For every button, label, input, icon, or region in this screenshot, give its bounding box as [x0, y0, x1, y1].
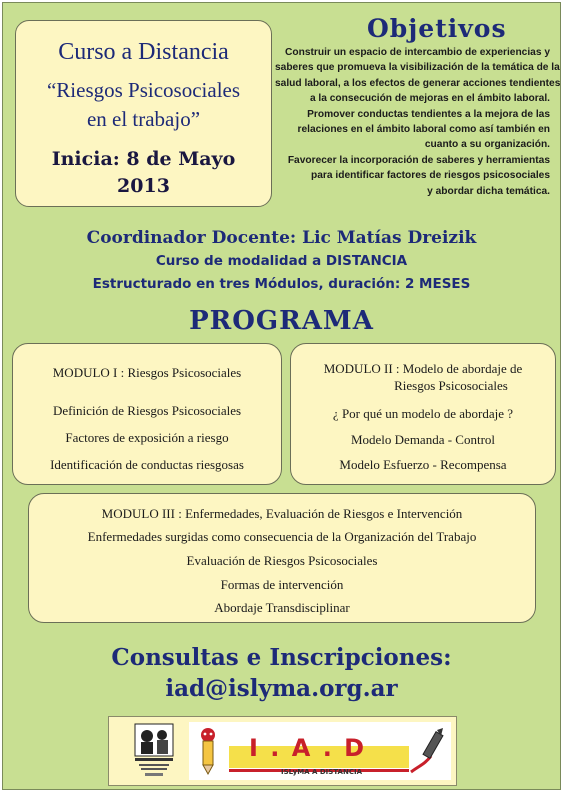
modulo-3-title: MODULO III : Enfermedades, Evaluación de Riesgos e Intervención	[101, 506, 463, 521]
modulo-3-item: Abordaje Transdisciplinar	[214, 600, 350, 615]
course-subtitle-line2: en el trabajo”	[86, 107, 201, 131]
contact-email[interactable]: iad@islyma.org.ar	[165, 675, 398, 702]
course-title-box	[15, 20, 272, 207]
objetivos-line: saberes que promueva la visibilización de la temática de la	[275, 62, 560, 74]
objetivos-line: Construir un espacio de intercambio de experiencias y	[285, 47, 550, 58]
objetivos-line: Promover conductas tendientes a la mejora de las	[307, 108, 550, 120]
objetivos-text	[275, 45, 561, 199]
pen-icon	[407, 726, 447, 776]
iad-logo	[189, 722, 451, 780]
logos-strip	[108, 716, 457, 786]
iad-logo-subtitle: ISLyMA A DISTANCIA	[281, 768, 362, 776]
course-title: Curso a Distancia	[58, 39, 229, 65]
modulo-1-title: MODULO I : Riesgos Psicosociales	[52, 365, 242, 380]
course-subtitle-line1: “Riesgos Psicosociales	[46, 78, 241, 102]
modulo-2-item: Modelo Demanda - Control	[350, 432, 496, 447]
objetivos-line: salud laboral, a los efectos de generar acciones tendientes	[275, 77, 561, 89]
start-date: Inicia: 8 de Mayo	[51, 148, 236, 170]
objetivos-line: cuanto a su organización.	[424, 139, 550, 151]
objetivos-line: Favorecer la incorporación de saberes y herramientas	[287, 154, 550, 166]
modality: Curso de modalidad a DISTANCIA	[155, 253, 408, 269]
coordinator: Coordinador Docente: Lic Matías Dreizik	[86, 228, 477, 248]
modulo-3-box	[28, 493, 536, 623]
contact-heading: Consultas e Inscripciones:	[111, 644, 452, 671]
modulo-1-item: Identificación de conductas riesgosas	[50, 457, 244, 472]
modulo-2-title-line2: Riesgos Psicosociales	[394, 378, 508, 393]
objetivos-heading: Objetivos	[367, 14, 507, 43]
objetivos-line: relaciones en el ámbito laboral como así también en	[297, 124, 550, 136]
modulo-3-item: Evaluación de Riesgos Psicosociales	[186, 553, 378, 568]
modulo-1-box	[12, 343, 282, 485]
modulo-2-item: ¿ Por qué un modelo de abordaje ?	[332, 406, 514, 421]
modulo-2-title-line1: MODULO II : Modelo de abordaje de	[323, 361, 523, 376]
start-year: 2013	[117, 175, 170, 197]
objetivos-line: y abordar dicha temática.	[427, 185, 550, 197]
modulo-2-item: Modelo Esfuerzo - Recompensa	[339, 457, 507, 472]
pencil-icon	[193, 726, 223, 776]
modulo-3-item: Enfermedades surgidas como consecuencia de la Organización del Trabajo	[87, 529, 477, 544]
institute-seal-icon	[131, 722, 177, 778]
objetivos-line: a la consecución de mejoras en el ámbito laboral.	[309, 93, 550, 105]
modulo-1-item: Definición de Riesgos Psicosociales	[52, 403, 242, 418]
poster	[2, 2, 561, 790]
structure: Estructurado en tres Módulos, duración: 2 MESES	[92, 276, 471, 292]
iad-logo-text: I . A . D	[249, 734, 367, 762]
programa-heading: PROGRAMA	[189, 306, 374, 336]
modulo-1-item: Factores de exposición a riesgo	[65, 430, 229, 445]
modulo-2-box	[290, 343, 556, 485]
objetivos-line: para identificar factores de riesgos psicosociales	[311, 170, 550, 182]
modulo-3-item: Formas de intervención	[220, 577, 344, 592]
